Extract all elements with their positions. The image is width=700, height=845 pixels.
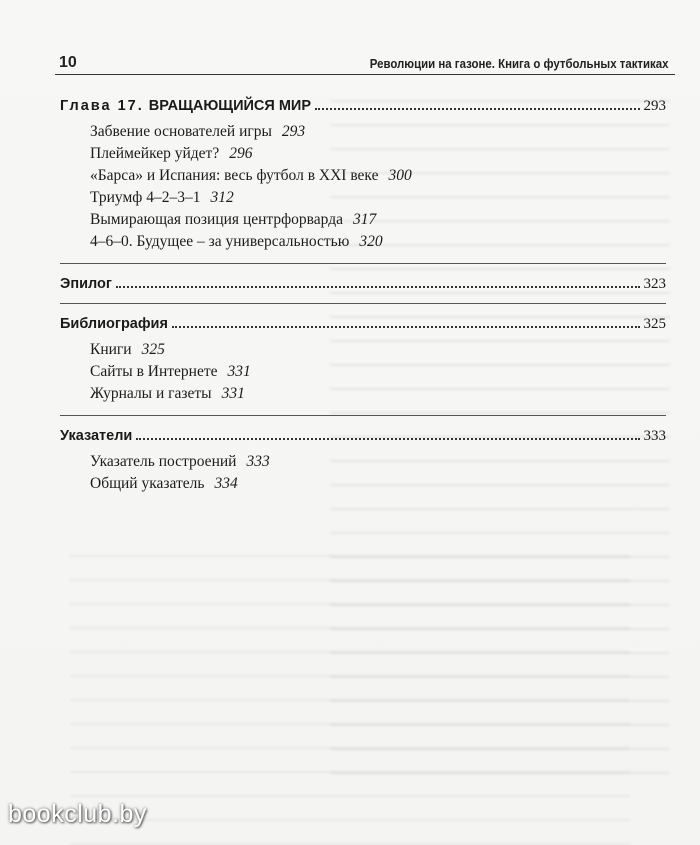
page-header <box>55 52 675 75</box>
bibliography-sections <box>90 339 666 405</box>
toc-subentry <box>90 383 666 405</box>
toc-epilogue <box>60 276 666 293</box>
subentry-title: Книги <box>90 341 132 358</box>
subentry-title: Журналы и газеты <box>90 385 212 402</box>
section-divider <box>60 263 666 264</box>
epilogue-title: Эпилог <box>60 276 112 292</box>
page-number: 10 <box>59 54 77 71</box>
subentry-page: 320 <box>359 233 383 250</box>
toc-subentry <box>90 143 666 165</box>
toc-subentry <box>90 339 666 361</box>
toc-bibliography <box>60 316 666 333</box>
subentry-page: 312 <box>210 189 234 206</box>
watermark-logo: bookclub.by <box>8 800 147 828</box>
chapter-label: Глава 17. <box>60 98 144 114</box>
chapter-title: ВРАЩАЮЩИЙСЯ МИР <box>148 98 312 114</box>
toc-subentry <box>90 187 666 209</box>
section-divider <box>60 303 666 304</box>
bibliography-page: 325 <box>643 316 666 332</box>
subentry-title: Указатель построений <box>90 453 237 470</box>
subentry-page: 333 <box>246 453 270 470</box>
bibliography-title: Библиография <box>60 316 168 332</box>
toc-subentry <box>90 451 666 473</box>
epilogue-page: 323 <box>643 276 666 292</box>
indexes-sections <box>90 451 666 495</box>
dot-leader <box>172 325 640 328</box>
section-divider <box>60 415 666 416</box>
table-of-contents <box>60 98 666 495</box>
subentry-title: «Барса» и Испания: весь футбол в XXI веке <box>90 167 379 184</box>
chapter-page: 293 <box>643 98 666 114</box>
subentry-title: Забвение основателей игры <box>90 123 272 140</box>
subentry-page: 296 <box>229 145 253 162</box>
subentry-title: Вымирающая позиция центрфорварда <box>90 211 343 228</box>
toc-subentry <box>90 473 666 495</box>
subentry-page: 317 <box>352 211 377 228</box>
dot-leader <box>116 285 640 288</box>
toc-subentry <box>90 209 666 231</box>
subentry-page: 293 <box>281 123 306 140</box>
bleed-through-text-lower <box>70 545 630 845</box>
subentry-title: Плеймейкер уйдет? <box>90 145 220 162</box>
chapter-sections <box>90 121 666 253</box>
indexes-page: 333 <box>643 428 666 444</box>
dot-leader <box>315 107 639 110</box>
subentry-page: 331 <box>227 363 251 380</box>
subentry-page: 334 <box>214 475 238 492</box>
indexes-title: Указатели <box>60 428 133 444</box>
subentry-title: Общий указатель <box>90 475 205 492</box>
toc-chapter-17 <box>60 98 666 115</box>
toc-subentry <box>90 361 666 383</box>
toc-subentry <box>90 231 666 253</box>
subentry-page: 331 <box>221 385 245 402</box>
running-title: Революции на газоне. Книга о футбольных тактиках <box>370 56 669 71</box>
subentry-page: 325 <box>141 341 165 358</box>
subentry-page: 300 <box>388 167 412 184</box>
toc-subentry <box>90 165 666 187</box>
dot-leader <box>136 437 639 440</box>
toc-subentry <box>90 121 666 143</box>
subentry-title: Сайты в Интернете <box>90 363 218 380</box>
subentry-title: Триумф 4–2–3–1 <box>90 189 201 206</box>
subentry-title: 4–6–0. Будущее – за универсальностью <box>90 233 350 250</box>
toc-indexes <box>60 428 666 445</box>
